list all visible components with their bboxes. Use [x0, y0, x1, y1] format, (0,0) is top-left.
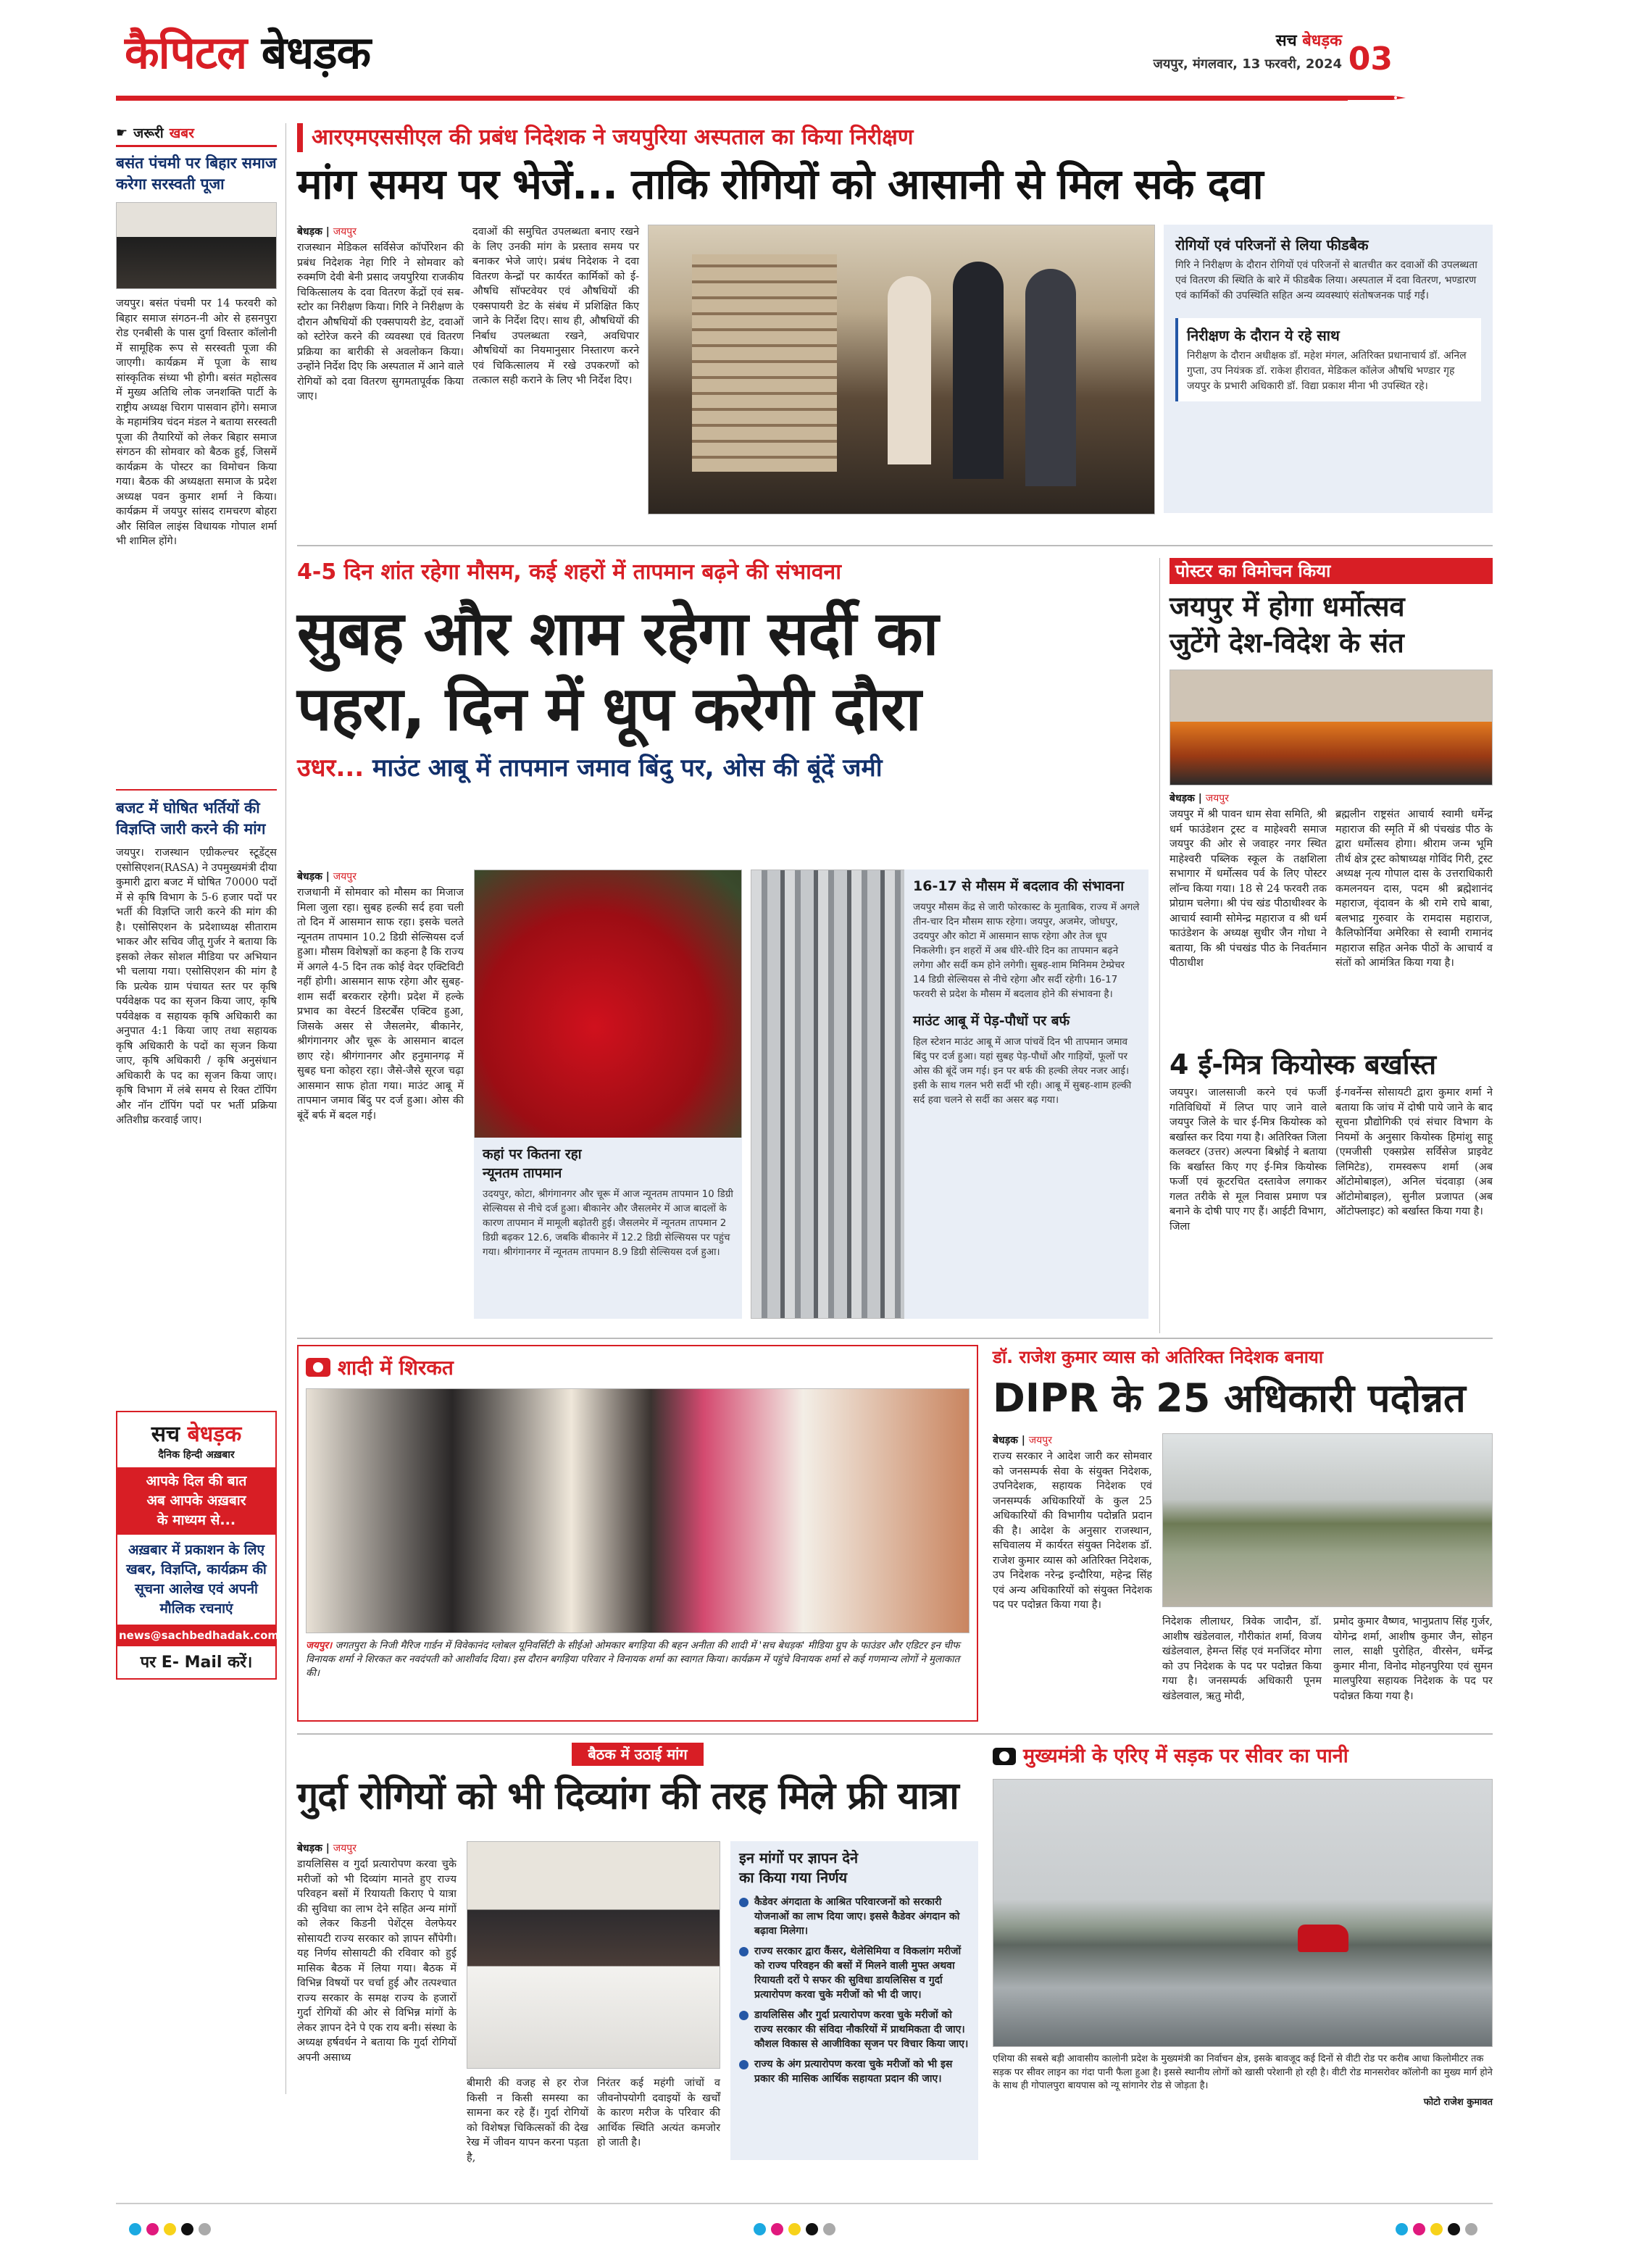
emitra-col1: जयपुर। जालसाजी करने एवं फर्जी गतिविधियों में लिप्त पाए जाने वाले जयपुर जिले के चार ई-मित्र कियोस्क को बर्खास्त कर दिया गया है। अतिरिक्त जिला कलक्टर (उत्तर) अल्पना बिश्नोई ने बताया कि बर्खास्त किए गए ई-मित्र कियोस्क फर्जी एवं कूटरचित दस्तावेज लगाकर गलत तरीके से मूल निवास प्रमाण पत्र बनाने के दोषी पाए गए हैं। आईटी विभाग, जिला: [1170, 1087, 1327, 1233]
demand-text: राज्य के अंग प्रत्यारोपण करवा चुके मरीजों को भी इस प्रकार की मासिक आर्थिक सहायता प्रदान की जाए।: [754, 2059, 953, 2085]
weather-sub-b: माउंट आबू में तापमान जमाव बिंदु पर, ओस की बूंदें जमी: [372, 754, 883, 783]
masthead-brand: [1276, 29, 1342, 51]
temps-box: [474, 1138, 742, 1319]
weather-byline-b: जयपुर: [333, 871, 357, 883]
brand-a: सच: [1275, 32, 1297, 50]
story2-title: बजट में घोषित भर्तियों की विज्ञप्ति जारी करने की मांग: [116, 799, 266, 838]
lead-col1: राजस्थान मेडिकल सर्विसेज कॉर्पोरेशन की प्रबंध निदेशक नेहा गिरि ने सोमवार को रुक्मणि देवी बेनी प्रसाद जयपुरिया राजकीय चिकित्सालय के दवा वितरण केंद्रों एवं सब-स्टोर का निरीक्षण किया। गिरि ने निरीक्षण के दौरान औषधियों की एक्सपायरी डेट, दवाओं को स्टोरेज करने की व्यवस्था एवं वितरण प्रक्रिया का बारीकी से अवलोकन किया। उन्होंने निर्देश दिए कि अस्पताल में आने वाले रोगियों को दवा वितरण सुगमतापूर्वक किया जाए।: [297, 242, 464, 402]
feedback-body: गिरि ने निरीक्षण के दौरान रोगियों एवं परिजनों से बातचीत कर दवाओं की उपलब्धता एवं वितरण की स्थिति के बारे में फीडबैक लिया। अस्पताल में दवा वितरण, भण्डारण एवं कार्मिकों की उपस्थिति सहित अन्य व्यवस्थाएं संतोषजनक पाई गईं।: [1175, 259, 1477, 301]
story1-body: जयपुर। बसंत पंचमी पर 14 फरवरी को बिहार समाज संगठन-नी ओर से हसनपुरा रोड एनबीसी के पास दुर्गा विस्तार कॉलोनी में सामूहिक रूप से सरस्वती पूजा की जाएगी। कार्यक्रम में पूजा के साथ सांस्कृतिक संध्या भी होगी। बसंत महोत्सव में मुख्य अतिथि लोक जनशक्ति पार्टी के राष्ट्रीय अध्यक्ष चिराग पासवान होंगे। समाज के महामंत्रिय चंदन मंडल ने बताया सरस्वती पूजा की तैयारियों को लेकर बिहार समाज संगठन की सोमवार को बैठक हुई, जिसमें कार्यक्रम के पोस्टर का विमोचन किया गया। बैठक की अध्यक्षता समाज के प्रदेश अध्यक्ष पवन कुमार शर्मा ने किया। कार्यक्रम में जयपुर सांसद रामचरण बोहरा और सिविल लाइंस विधायक गोपाल शर्मा भी शामिल होंगे।: [116, 298, 277, 547]
weather-sub: [297, 751, 1148, 785]
dipr-headline: DIPR के 25 अधिकारी पदोन्नत: [993, 1375, 1466, 1421]
feedback-box: [1164, 225, 1493, 513]
lead-kicker: आरएमएससीएल की प्रबंध निदेशक ने जयपुरिया अस्पताल का किया निरीक्षण: [297, 123, 1493, 152]
sidebar: [116, 123, 280, 2094]
story1-title: बसंत पंचमी पर बिहार समाज करेगा सरस्वती पूजा: [116, 154, 277, 193]
wedding-caption-b: जगतपुरा के निजी मैरिज गार्डन में विवेकानंद ग्लोबल यूनिवर्सिटी के सीईओ ओमकार बगड़िया की बहन अनीता की शादी में 'सच बेधड़क' मीडिया ग्रुप के फाउंडर और एडिटर इन चीफ विनायक शर्मा ने शिरकत कर नवदंपती को आशीर्वाद दिया। इस दौरान बगड़िया परिवार ने विनायक शर्मा का स्वागत किया। कार्यक्रम में पहुंचे विनायक शर्मा से कई गणमान्य लोगों ने मुलाकात की।: [306, 1640, 960, 1679]
forecast-box: [904, 870, 1148, 1319]
story1-photo: [116, 202, 277, 289]
wedding-caption: [306, 1639, 970, 1680]
masthead-title-b: बेधड़क: [261, 26, 371, 79]
dipr-photo: [1162, 1433, 1493, 1607]
demand-text: कैडेवर अंगदाता के आश्रित परिवारजनों को सरकारी योजनाओं का लाभ दिया जाए। इससे कैडेवर अंगदान को बढ़ावा मिलेगा।: [754, 1896, 960, 1937]
poster-col1: जयपुर में श्री पावन धाम सेवा समिति, श्री धर्म फाउंडेशन ट्रस्ट व माहेश्वरी समाज जयपुर की ओर से जवाहर नगर स्थित माहेश्वरी पब्लिक स्कूल के तक्षशिला सभागार में धर्मोत्सव पर्व के लिए पोस्टर लॉन्च किया गया। 18 से 24 फरवरी तक प्रोग्राम चलेगा। श्री पंच खंड पीठाधीश्वर के आचार्य स्वामी सोमेन्द्र महाराज व श्री धर्म फाउंडेशन के अध्यक्ष सुधीर जैन गोधा ने बताया, कि श्री पंचखंड पीठ के निवर्तमान पीठाधीश: [1170, 809, 1327, 969]
ad-banner: [117, 1467, 275, 1535]
demand-item: [739, 2057, 970, 2086]
masthead-title: [125, 25, 370, 81]
masthead: [116, 20, 1406, 107]
poster-byline-b: जयपुर: [1205, 793, 1229, 804]
weather-kicker: 4-5 दिन शांत रहेगा मौसम, कई शहरों में तापमान बढ़ने की संभावना: [297, 559, 841, 585]
sewer-title-text: मुख्यमंत्री के एरिए में सड़क पर सीवर का पानी: [1023, 1745, 1348, 1767]
poster-col2: ब्रह्मलीन राष्ट्रसंत आचार्य स्वामी धर्मेन्द्र महाराज की स्मृति में श्री पंचखंड पीठ के द्वारा धर्मोत्सव होगा। श्रीराम जन्म भूमि तीर्थ क्षेत्र ट्रस्ट कोषाध्यक्ष गोविंद गिरी, ट्रस्ट अध्यक्ष नृत्य गोपाल दास के उत्तराधिकारी कमलनयन दास, पदम श्री ब्रह्मेशानंद महाराज, वृंदावन के श्री रामे राघे बाबा, बलभाद्र गुरुवार के रामदास महाराज, कैलिफोर्निया अमेरिका से स्वामी रामानंद महाराज सहित अनेक पीठों के आचार्य व संतों को आमंत्रित किया गया है।: [1335, 809, 1493, 969]
weather-byline-a: बेधड़क: [297, 871, 322, 883]
demand-item: [739, 2008, 970, 2051]
lead-byline-a: बेधड़क: [297, 226, 322, 238]
demand-text: डायलिसिस और गुर्दा प्रत्यारोपण करवा चुके मरीजों को राज्य सरकार की संविदा नौकरियों में प्राथमिकता दी जाए। कौशल विकास से आजीविका सृजन पर विचार किया जाए।: [754, 2009, 969, 2050]
dipr-byline-a: बेधड़क: [993, 1435, 1018, 1446]
demand-item: [739, 1895, 970, 1938]
temps-title-l1: कहां पर कितना रहा: [483, 1146, 582, 1162]
emitra-headline: 4 ई-मित्र कियोस्क बर्खास्त: [1170, 1048, 1437, 1080]
ad-tag: दैनिक हिन्दी अख़बार: [158, 1449, 235, 1461]
bullet-icon: [739, 1898, 749, 1907]
ad-l3: के माध्यम से...: [157, 1512, 236, 1528]
pen-icon: [1348, 88, 1406, 107]
sewer-caption: एशिया की सबसे बड़ी आवासीय कालोनी प्रदेश के मुख्यमंत्री का निर्वाचन क्षेत्र, इसके बावजूद कई दिनों से वीटी रोड पर करीब आधा किलोमीटर तक सड़क पर सीवर लाइन का गंदा पानी फैला हुआ है। इससे स्थानीय लोगों को खासी परेशानी हो रही है। वीटी रोड मानसरोवर कॉलोनी का मुख्य मार्ग होने के साथ ही गोपालपुरा बायपास को न्यू सांगानेर रोड से जोड़ता है।: [993, 2054, 1493, 2091]
wedding-title-text: शादी में शिरकत: [338, 1356, 454, 1380]
hand-icon: ☛: [116, 125, 128, 141]
sewer-story: [993, 1743, 1493, 2119]
accompany-title: निरीक्षण के दौरान ये रहे साथ: [1187, 327, 1340, 344]
color-registration-right: [1396, 2223, 1477, 2235]
kidney-photo: [467, 1841, 720, 2069]
sewer-photo: [993, 1779, 1493, 2047]
camera-icon: [306, 1358, 330, 1377]
demands-title-l1: इन मांगों पर ज्ञापन देने: [739, 1849, 859, 1867]
ad-brand-b: बेधड़क: [187, 1422, 242, 1447]
kidney-body: डायलिसिस व गुर्दा प्रत्यारोपण करवा चुके मरीजों को भी दिव्यांग मानते हुए राज्य परिवहन बसों में रियायती किराए पे यात्रा की सुविधा का लाभ देने सहित अन्य मांगों को लेकर किडनी पेशेंट्स वेलफेयर सोसायटी राज्य सरकार को ज्ञापन सौंपेगी। यह निर्णय सोसायटी की रविवार को हुई मासिक बैठक में लिया गया। बैठक में विभिन्न विषयों पर चर्चा हुई और तत्पश्चात राज्य सरकार के समक्ष राज्य के हजारों गुर्दा रोगियों की ओर से विभिन्न मांगों के लेकर ज्ञापन देने पे एक राय बनी। संस्था के अध्यक्ष हर्षवर्धन ने बताया कि गुर्दा रोगियों अपनी असाध्य: [297, 1859, 456, 2064]
page-number: 03: [1348, 41, 1393, 78]
temps-title-l2: न्यूनतम तापमान: [483, 1165, 562, 1181]
demands-list: [739, 1895, 970, 2086]
kidney-tag: बैठक में उठाई मांग: [572, 1743, 703, 1766]
feedback-title: रोगियों एवं परिजनों से लिया फीडबैक: [1175, 236, 1369, 254]
section-header: [116, 123, 277, 147]
kidney-headline: गुर्दा रोगियों को भी दिव्यांग की तरह मिले फ्री यात्रा: [297, 1775, 959, 1818]
lead-headline: मांग समय पर भेजें... ताकि रोगियों को आसानी से मिल सके दवा: [297, 159, 1263, 209]
ad-l1: आपके दिल की बात: [146, 1473, 247, 1489]
bullet-icon: [739, 1947, 749, 1956]
sewer-credit: फोटो राजेश कुमावत: [1423, 2096, 1493, 2108]
camera-icon: [993, 1748, 1016, 1765]
bullet-icon: [739, 2060, 749, 2069]
abu-body: हिल स्टेशन माउंट आबू में आज पांचवें दिन भी तापमान जमाव बिंदु पर दर्ज हुआ। यहां सुबह पेड़-पौधों और गाड़ियों, फूलों पर ओस की बूंदें जम गई। इन पर बर्फ की हल्की लेयर नजर आई। इसी के साथ गलन भरी सर्दी भी रही। आबू में सुबह-शाम हल्की सर्द हवा चलने से सर्दी का असर बढ़ गया।: [913, 1036, 1132, 1106]
kidney-under2: निरंतर कई महंगी जांचों व जीवनोपयोगी दवाइयों के खर्चों के कारण मरीज के परिवार की आर्थिक स्थिति अत्यंत कमजोर हो जाती है।: [597, 2077, 720, 2148]
dipr-col3: प्रमोद कुमार वैष्णव, भानुप्रताप सिंह गुर्जर, योगेन्द्र शर्मा, आशीष कुमार जैन, सोहन लाल, साक्षी पुरोहित, वीरसेन, धर्मेन्द्र कुमार मीना, विनोद मोहनपुरिया एवं सुमन मालपुरिया सहायक निदेशक के पद पर पदोन्नत किया गया है।: [1333, 1616, 1493, 1702]
abu-title: माउंट आबू में पेड़-पौधों पर बर्फ: [913, 1013, 1070, 1029]
poster-story: पोस्टर का विमोचन किया जयपुर में होगा धर्मोत्सव जुटेंगे देश-विदेश के संत बेधड़क | जयपुर जयपुर में श्री पावन धाम सेवा समिति, श्री धर्म फाउंडेशन ट्रस्ट व माहेश्वरी समाज जयपुर की ओर से जवाहर नगर स्थित माहेश्वरी पब्लिक स्कूल के तक्षशिला सभागार में धर्मोत्सव पर्व के लिए पोस्टर लॉन्च किया गया। 18 से 24 फरवरी तक प्रोग्राम चलेगा। श्री पंच खंड पीठाधीश्वर के आचार्य स्वामी सोमेन्द्र महाराज व श्री धर्म फाउंडेशन के अध्यक्ष सुधीर जैन गोधा ने बताया, कि श्री पंचखंड पीठ के निवर्तमान पीठाधीश ब्रह्मलीन राष्ट्रसंत आचार्य स्वामी धर्मेन्द्र महाराज की स्मृति में श्री पंचखंड पीठ के द्वारा धर्मोत्सव होगा। श्रीराम जन्म भूमि तीर्थ क्षेत्र ट्रस्ट कोषाध्यक्ष गोविंद गिरी, ट्रस्ट अध्यक्ष नृत्य गोपाल दास के उत्तराधिकारी कमलनयन दास, पदम श्री ब्रह्मेशानंद महाराज, वृंदावन के श्री रामे राघे बाबा, बलभाद्र गुरुवार के रामदास महाराज, कैलिफोर्निया अमेरिका से स्वामी रामानंद महाराज सहित अनेक पीठों के आचार्य व संतों को आमंत्रित किया गया है। 4 ई-मित्र कियोस्क बर्खास्त जयपुर। जालसाजी करने एवं फर्जी गतिविधियों में लिप्त पाए जाने वाले जयपुर जिले के चार ई-मित्र कियोस्क को बर्खास्त कर दिया गया है। अतिरिक्त जिला कलक्टर (उत्तर) अल्पना बिश्नोई ने बताया कि बर्खास्त किए गए ई-मित्र कियोस्क फर्जी एवं कूटरचित दस्तावेज लगाकर गलत तरीके से मूल निवास प्रमाण पत्र बनाने के दोषी पाए गए हैं। आईटी विभाग, जिला ई-गवर्नेन्स सोसायटी द्वारा कुमार शर्मा ने बताया कि जांच में दोषी पाये जाने के बाद सूचना प्रौद्योगिकी एवं संचार विभाग के नियमों के अनुसार कियोस्क हिमांशु साहू (एमजीसी एक्सप्रेस सर्विसेज प्राइवेट लिमिटेड), रामस्वरूप शर्मा (अब ऑटोमोबाइल), अनिल चंदवाड़ा (अब ऑटोमोबाइल), सुनील प्रजापत (अब ऑटोफ्लाइट) को बर्खास्त किया गया है।: [1170, 558, 1493, 1333]
weather-headline-l1: सुबह और शाम रहेगा सर्दी का: [297, 598, 938, 669]
ad-l4: अख़बार में प्रकाशन के लिए खबर, विज्ञप्ति, कार्यक्रम की सूचना आलेख एवं अपनी मौलिक रचनाएं: [126, 1542, 267, 1617]
masthead-title-a: कैपिटल: [125, 26, 247, 79]
wedding-photo: [306, 1388, 970, 1633]
ad-l2: अब आपके अख़बार: [146, 1493, 246, 1509]
forecast-title: 16-17 से मौसम में बदलाव की संभावना: [913, 878, 1125, 894]
poster-kicker: पोस्टर का विमोचन किया: [1170, 558, 1493, 584]
lead-col2: दवाओं की समुचित उपलब्धता बनाए रखने के लिए उनकी मांग के प्रस्ताव समय पर बनाकर भेजे जाएं। प्रबंध निदेशक ने दवा वितरण केन्द्रों पर कार्यरत कार्मिकों को ई-औषधि सॉफ्टवेयर एवं औषधियों की एक्सपायरी डेट के संबंध में प्रशिक्षित किए जाने के निर्देश दिए। साथ ही, औषधियों की निर्बाध उपलब्धता रखने, अवधिपार औषधियों का नियमानुसार निस्तारण करने एवं चिकित्सालय में रखे उपकरणों को तत्काल सही कराने के लिए भी निर्देश दिए।: [472, 226, 639, 386]
masthead-rule: [116, 96, 1348, 101]
dipr-col1: राज्य सरकार ने आदेश जारी कर सोमवार को जनसम्पर्क सेवा के संयुक्त निदेशक, उपनिदेशक, सहायक निदेशक एवं जनसम्पर्क अधिकारियों के कुल 25 अधिकारियों की विभागीय पदोन्नति प्रदान की है। आदेश के अनुसार राजस्थान, सचिवालय में कार्यरत संयुक्त निदेशक डॉ. राजेश कुमार व्यास को अतिरिक्त निदेशक, उप निदेशक नरेन्द्र इन्दौरिया, महेन्द्र सिंह एवं अन्य अधिकारियों को संयुक्त निदेशक पद पर पदोन्नत किया गया है।: [993, 1451, 1152, 1611]
poster-byline-a: बेधड़क: [1170, 793, 1195, 804]
forecast-body: जयपुर मौसम केंद्र से जारी फोरकास्ट के मुताबिक, राज्य में अगले तीन-चार दिन मौसम साफ रहेगा। जयपुर, अजमेर, जोधपुर, उदयपुर और कोटा में आसमान साफ रहेगा और तेज धूप निकलेगी। इन शहरों में अब धीरे-धीरे दिन का तापमान बढ़ने लगेगा और सर्दी कम होने लगेगी। सुबह-शाम मिनिमम टेम्प्रेचर 14 डिग्री सेल्सियस से नीचे रहेगा और सर्दी रहेगी। 16-17 फरवरी से प्रदेश के मौसम में बदलाव होने की संभावना है।: [913, 901, 1140, 1000]
color-registration-left: [129, 2223, 211, 2235]
section-a: जरूरी: [133, 125, 164, 141]
poster-headline-l2: जुटेंगे देश-विदेश के संत: [1170, 627, 1404, 659]
kidney-under1: बीमारी की वजह से हर रोज किसी न किसी समस्या का सामना कर रहे हैं। गुर्दा रोगियों को विशेषज्ञ चिकित्सकों की देख रेख में जीवन यापन करना पड़ता है,: [467, 2077, 588, 2164]
dipr-byline-b: जयपुर: [1028, 1435, 1052, 1446]
house-ad: [116, 1411, 280, 1680]
dipr-story: डॉ. राजेश कुमार व्यास को अतिरिक्त निदेशक बनाया DIPR के 25 अधिकारी पदोन्नत बेधड़क | जयपुर राज्य सरकार ने आदेश जारी कर सोमवार को जनसम्पर्क सेवा के संयुक्त निदेशक, उपनिदेशक, सहायक निदेशक एवं जनसम्पर्क अधिकारियों के कुल 25 अधिकारियों की विभागीय पदोन्नति प्रदान की है। आदेश के अनुसार राजस्थान, सचिवालय में कार्यरत संयुक्त निदेशक डॉ. राजेश कुमार व्यास को अतिरिक्त निदेशक, उप निदेशक नरेन्द्र इन्दौरिया, महेन्द्र सिंह एवं अन्य अधिकारियों को संयुक्त निदेशक पद पर पदोन्नत किया गया है। निदेशक लीलाधर, त्रिवेक जादौन, डॉ. आशीष खंडेलवाल, गौरीकांत शर्मा, विजय खंडेलवाल, हेमन्त सिंह एवं मनजिंदर मोगा को उप निदेशक के पद पर पदोन्नत किया गया है। जनसम्पर्क अधिकारी पूनम खंडेलवाल, ऋतु मोदी, प्रमोद कुमार वैष्णव, भानुप्रताप सिंह गुर्जर, योगेन्द्र शर्मा, आशीष कुमार जैन, सोहन लाल, साक्षी पुरोहित, वीरसेन, धर्मेन्द्र कुमार मीना, विनोद मोहनपुरिया एवं सुमन मालपुरिया सहायक निदेशक के पद पर पदोन्नत किया गया है।: [993, 1345, 1493, 1722]
wedding-caption-a: जयपुर।: [306, 1640, 333, 1651]
kidney-byline-b: जयपुर: [333, 1843, 357, 1854]
demands-box: [730, 1841, 978, 2160]
lead-story: आरएमएससीएल की प्रबंध निदेशक ने जयपुरिया अस्पताल का किया निरीक्षण मांग समय पर भेजें... ताकि रोगियों को आसानी से मिल सके दवा बेधड़क | जयपुर राजस्थान मेडिकल सर्विसेज कॉर्पोरेशन की प्रबंध निदेशक नेहा गिरि ने सोमवार को रुक्मणि देवी बेनी प्रसाद जयपुरिया राजकीय चिकित्सालय के दवा वितरण केंद्रों एवं सब-स्टोर का निरीक्षण किया। गिरि ने निरीक्षण के दौरान औषधियों की एक्सपायरी डेट, दवाओं को स्टोरेज करने की व्यवस्था एवं वितरण प्रक्रिया का बारीकी से अवलोकन किया। उन्होंने निर्देश दिए कि अस्पताल में आने वाले रोगियों को दवा वितरण सुगमतापूर्वक किया जाए। दवाओं की समुचित उपलब्धता बनाए रखने के लिए उनकी मांग के प्रस्ताव समय पर बनाकर भेजे जाएं। प्रबंध निदेशक ने दवा वितरण केन्द्रों पर कार्यरत कार्मिकों को ई-औषधि सॉफ्टवेयर एवं औषधियों की एक्सपायरी डेट के संबंध में प्रशिक्षित किए जाने के निर्देश दिए। साथ ही, औषधियों की निर्बाध उपलब्धता रखने, अवधिपार औषधियों का नियमानुसार निस्तारण करने एवं चिकित्सालय में रखे उपकरणों को तत्काल सही कराने के लिए भी निर्देश दिए। रोगियों एवं परिजनों से लिया फीडबैक गिरि ने निरीक्षण के दौरान रोगियों एवं परिजनों से बातचीत कर दवाओं की उपलब्धता एवं वितरण की स्थिति के बारे में फीडबैक लिया। अस्पताल में दवा वितरण, भण्डारण एवं कार्मिकों की उपस्थिति सहित अन्य व्यवस्थाएं संतोषजनक पाई गईं। निरीक्षण के दौरान ये रहे साथ निरीक्षण के दौरान अधीक्षक डॉ. महेश मंगल, अतिरिक्त प्रधानाचार्य डॉ. अनिल गुप्ता, उप नियंत्रक डॉ. राकेश हीरावत, मेडिकल कॉलेज औषधि भण्डार गृह जयपुर के प्रभारी अधिकारी डॉ. विद्या प्रकाश मीना भी उपस्थित रहे।: [297, 123, 1493, 522]
story2-body: जयपुर। राजस्थान एग्रीकल्चर स्टूडेंट्स एसोसिएशन(RASA) ने उपमुख्यमंत्री दीया कुमारी द्वारा बजट में घोषित 70000 पदों में से कृषि विभाग के 5-6 हजार पदों पर भर्ती की विज्ञप्ति जारी करने की मांग की है। एसोसिएशन के प्रदेशाध्यक्ष सीताराम भाकर और सचिव जीतू गुर्जर ने बताया कि इसको लेकर सोशल मीडिया पर अभियान भी चलाया गया। एसोसिएशन की मांग है कि प्रत्येक ग्राम पंचायत स्तर पर कृषि पर्यवेक्षक पद का सृजन किया जाए, कृषि पर्यवेक्षक व सहायक कृषि अधिकारी का अनुपात 4:1 किया जाए तथा सहायक कृषि अधिकारी के पदों का सृजन किया जाए, कृषि अधिकारी / कृषि अनुसंधान अधिकारी के पद का सृजन किया जाए। कृषि विभाग में लंबे समय से रिक्त टॉपिंग और नॉन टॉपिंग पदों पर भर्ती प्रक्रिया अतिशीघ्र करवाई जाए।: [116, 847, 277, 1126]
accompany-body: निरीक्षण के दौरान अधीक्षक डॉ. महेश मंगल, अतिरिक्त प्रधानाचार्य डॉ. अनिल गुप्ता, उप नियंत्रक डॉ. राकेश हीरावत, मेडिकल कॉलेज औषधि भण्डार गृह जयपुर के प्रभारी अधिकारी डॉ. विद्या प्रकाश मीना भी उपस्थित रहे।: [1187, 350, 1467, 392]
brand-b: बेधड़क: [1302, 32, 1342, 50]
ad-brand-a: सच: [151, 1422, 180, 1447]
temps-body: उदयपुर, कोटा, श्रीगंगानगर और चूरू में आज न्यूनतम तापमान 10 डिग्री सेल्सियस से नीचे दर्ज हुआ। बीकानेर और जैसलमेर में आज बादलों के कारण तापमान में मामूली बढ़ोतरी हुई। जैसलमेर में न्यूनतम तापमान 2 डिग्री बढ़कर 12.6, जबकि बीकानेर में 12.2 डिग्री सेल्सियस पर पहुंच गया। श्रीगंगानगर में न्यूनतम तापमान 8.9 डिग्री सेल्सियस दर्ज हुआ।: [483, 1188, 733, 1258]
weather-story: 4-5 दिन शांत रहेगा मौसम, कई शहरों में तापमान बढ़ने की संभावना सुबह और शाम रहेगा सर्दी का पहरा, दिन में धूप करेगी दौरा उधर... माउंट आबू में तापमान जमाव बिंदु पर, ओस की बूंदें जमी बेधड़क | जयपुर राजधानी में सोमवार को मौसम का मिजाज मिला जुला रहा। सुबह हल्की सर्द हवा चली तो दिन में आसमान साफ रहा। इसके चलते न्यूनतम तापमान 10.2 डिग्री सेल्सियस दर्ज हुआ। मौसम विशेषज्ञों का कहना है कि राज्य में अगले 4-5 दिन तक कोई वेदर एक्टिविटी नहीं होगी। आसमान साफ रहेगा और सुबह-शाम सर्दी बरकरार रहेगी। प्रदेश में हल्के प्रभाव का वेस्टर्न डिस्टर्बेंस एक्टिव हुआ, जिसके असर से जैसलमेर, बीकानेर, श्रीगंगानगर और चूरू के आसमान बादल छाए रहे। श्रीगंगानगर और हनुमानगढ़ में सुबह घना कोहरा रहा। जैसे-जैसे सूरज चढ़ा आसमान साफ होता गया। माउंट आबू में तापमान जमाव बिंदु पर दर्ज हुआ। ओस की बूंदें बर्फ में बदल गई। कहां पर कितना रहा न्यूनतम तापमान उदयपुर, कोटा, श्रीगंगानगर और चूरू में आज न्यूनतम तापमान 10 डिग्री सेल्सियस से नीचे दर्ज हुआ। बीकानेर और जैसलमेर में आज बादलों के कारण तापमान में मामूली बढ़ोतरी हुई। जैसलमेर में न्यूनतम तापमान 2 डिग्री बढ़कर 12.6, जबकि बीकानेर में 12.2 डिग्री सेल्सियस पर पहुंच गया। श्रीगंगानगर में न्यूनतम तापमान 8.9 डिग्री सेल्सियस दर्ज हुआ। 16-17 से मौसम में बदलाव की संभावना जयपुर मौसम केंद्र से जारी फोरकास्ट के मुताबिक, राज्य में अगले तीन-चार दिन मौसम साफ रहेगा। जयपुर, अजमेर, जोधपुर, उदयपुर और कोटा में आसमान साफ रहेगा और तेज धूप निकलेगी। इन शहरों में अब धीरे-धीरे दिन का तापमान बढ़ने लगेगा और सर्दी कम होने लगेगी। सुबह-शाम मिनिमम टेम्प्रेचर 14 डिग्री सेल्सियस से नीचे रहेगा और सर्दी रहेगी। 16-17 फरवरी से प्रदेश के मौसम में बदलाव होने की संभावना है। माउंट आबू में पेड़-पौधों पर बर्फ हिल स्टेशन माउंट आबू में आज पांचवें दिन भी तापमान जमाव बिंदु पर दर्ज हुआ। यहां सुबह पेड़-पौधों और गाड़ियों, फूलों पर ओस की बूंदें जम गई। इन पर बर्फ की हल्की लेयर नजर आई। इसी के साथ गलन भरी सर्दी भी रही। आबू में सुबह-शाम हल्की सर्द हवा चलने से सर्दी का असर बढ़ गया।: [297, 558, 1148, 1333]
wedding-title: [306, 1354, 970, 1381]
dateline: जयपुर, मंगलवार, 13 फरवरी, 2024: [1153, 57, 1342, 72]
demands-title-l2: का किया गया निर्णय: [739, 1869, 848, 1886]
poster-photo: [1170, 670, 1493, 785]
lead-byline-b: जयपुर: [333, 226, 357, 238]
wedding-story: [297, 1345, 978, 1722]
ad-email[interactable]: news@sachbedhadak.com: [117, 1625, 275, 1646]
dipr-col2: निदेशक लीलाधर, त्रिवेक जादौन, डॉ. आशीष खंडेलवाल, गौरीकांत शर्मा, विजय खंडेलवाल, हेमन्त सिंह एवं मनजिंदर मोगा को उप निदेशक के पद पर पदोन्नत किया गया है। जनसम्पर्क अधिकारी पूनम खंडेलवाल, ऋतु मोदी,: [1162, 1616, 1322, 1702]
demand-item: [739, 1944, 970, 2002]
demand-text: राज्य सरकार द्वारा कैंसर, थेलेसिमिया व विकलांग मरीजों को राज्य परिवहन की बसों में मिलने वाली मुफ्त अथवा रियायती दरों पे सफर की सुविधा डायलिसिस व गुर्दा प्रत्यारोपण करवा चुके मरीजों को भी दी जाए।: [754, 1946, 962, 2001]
lead-photo: [648, 225, 1155, 514]
weather-sub-a: उधर...: [297, 754, 364, 783]
poster-headline-l1: जयपुर में होगा धर्मोत्सव: [1170, 591, 1405, 622]
bullet-icon: [739, 2011, 749, 2020]
ad-email-tail: पर E- Mail करें।: [140, 1654, 253, 1672]
section-b: खबर: [169, 125, 194, 141]
dipr-kicker: डॉ. राजेश कुमार व्यास को अतिरिक्त निदेशक बनाया: [993, 1347, 1324, 1367]
weather-headline-l2: पहरा, दिन में धूप करेगी दौरा: [297, 673, 921, 744]
emitra-col2: ई-गवर्नेन्स सोसायटी द्वारा कुमार शर्मा ने बताया कि जांच में दोषी पाये जाने के बाद सूचना प्रौद्योगिकी एवं संचार विभाग के नियमों के अनुसार कियोस्क हिमांशु साहू (एमजीसी एक्सप्रेस सर्विसेज प्राइवेट लिमिटेड), रामस्वरूप शर्मा (अब ऑटोमोबाइल), अनिल चंदवाड़ा (अब ऑटोमोबाइल), सुनील प्रजापत (अब ऑटोफ्लाइट) को बर्खास्त किया गया है।: [1335, 1087, 1493, 1217]
kidney-story: बैठक में उठाई मांग गुर्दा रोगियों को भी दिव्यांग की तरह मिले फ्री यात्रा बेधड़क | जयपुर डायलिसिस व गुर्दा प्रत्यारोपण करवा चुके मरीजों को भी दिव्यांग मानते हुए राज्य परिवहन बसों में रियायती किराए पे यात्रा की सुविधा का लाभ देने सहित अन्य मांगों को लेकर किडनी पेशेंट्स वेलफेयर सोसायटी राज्य सरकार को ज्ञापन सौंपेगी। यह निर्णय सोसायटी की रविवार को हुई मासिक बैठक में लिया गया। बैठक में विभिन्न विषयों पर चर्चा हुई और तत्पश्चात राज्य सरकार के समक्ष राज्य के हजारों गुर्दा रोगियों की ओर से विभिन्न मांगों के लेकर ज्ञापन देने पे एक राय बनी। संस्था के अध्यक्ष हर्षवर्धन ने बताया कि गुर्दा रोगियों अपनी असाध्य बीमारी की वजह से हर रोज किसी न किसी समस्या का सामना कर रहे हैं। गुर्दा रोगियों को विशेषज्ञ चिकित्सकों की देख रेख में जीवन यापन करना पड़ता है, निरंतर कई महंगी जांचों व जीवनोपयोगी दवाइयों के खर्चों के कारण मरीज के परिवार की आर्थिक स्थिति अत्यंत कमजोर हो जाती है। इन मांगों पर ज्ञापन देने का किया गया निर्णय कैडेवर अंगदाता के आश्रित परिवारजनों को सरकारी योजनाओं का लाभ दिया जाए। इससे कैडेवर अंगदान को बढ़ावा मिलेगा। राज्य सरकार द्वारा कैंसर, थेलेसिमिया व विकलांग मरीजों को राज्य परिवहन की बसों में मिलने वाली मुफ्त अथवा रियायती दरों पे सफर की सुविधा डायलिसिस व गुर्दा प्रत्यारोपण करवा चुके मरीजों को भी दी जाए। डायलिसिस और गुर्दा प्रत्यारोपण करवा चुके मरीजों को राज्य सरकार की संविदा नौकरियों में प्राथमिकता दी जाए। कौशल विकास से आजीविका सृजन पर विचार किया जाए। राज्य के अंग प्रत्यारोपण करवा चुके मरीजों को भी इस प्रकार की मासिक आर्थिक सहायता प्रदान की जाए।: [297, 1743, 978, 2119]
kidney-byline-a: बेधड़क: [297, 1843, 322, 1854]
sewer-title: [993, 1743, 1493, 1770]
weather-body: राजधानी में सोमवार को मौसम का मिजाज मिला जुला रहा। सुबह हल्की सर्द हवा चली तो दिन में आसमान साफ रहा। इसके चलते न्यूनतम तापमान 10.2 डिग्री सेल्सियस दर्ज हुआ। मौसम विशेषज्ञों का कहना है कि राज्य में अगले 4-5 दिन तक कोई वेदर एक्टिविटी नहीं होगी। आसमान साफ रहेगा और सुबह-शाम सर्दी बरकरार रहेगी। प्रदेश में हल्के प्रभाव का वेस्टर्न डिस्टर्बेंस एक्टिव हुआ, जिसके असर से जैसलमेर, बीकानेर, श्रीगंगानगर और चूरू के आसमान बादल छाए रहे। श्रीगंगानगर और हनुमानगढ़ में सुबह घना कोहरा रहा। जैसे-जैसे सूरज चढ़ा आसमान साफ होता गया। माउंट आबू में तापमान जमाव बिंदु पर दर्ज हुआ। ओस की बूंदें बर्फ में बदल गई।: [297, 887, 464, 1122]
color-registration-center: [754, 2223, 835, 2235]
